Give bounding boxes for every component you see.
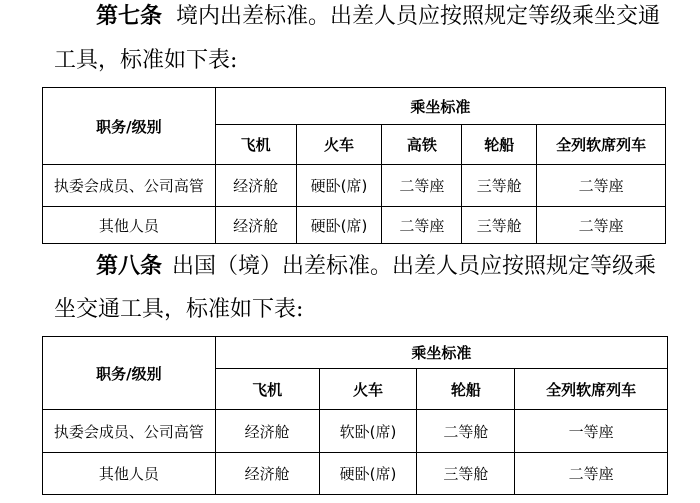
table2-col-softseat-train: 全列软席列车 <box>515 369 668 410</box>
table-cell: 硬卧(席) <box>319 453 417 495</box>
table-row <box>43 410 668 453</box>
table-cell: 经济舱 <box>215 410 319 453</box>
table-cell: 一等座 <box>515 410 668 453</box>
table1-group-header: 乘坐标准 <box>215 88 665 125</box>
table-cell: 软卧(席) <box>319 410 417 453</box>
table-cell: 三等舱 <box>462 165 537 207</box>
table2-row1-rank: 执委会成员、公司高管 <box>43 410 216 453</box>
table-row <box>43 207 666 244</box>
table1-rank-header: 职务/级别 <box>43 88 216 165</box>
domestic-travel-table <box>42 87 666 244</box>
table2-col-plane: 飞机 <box>215 369 319 410</box>
article-8-text-1: 出国（境）出差标准。出差人员应按照规定等级乘 <box>172 254 657 279</box>
table1-row2-rank: 其他人员 <box>43 207 216 244</box>
table1-col-train: 火车 <box>296 125 382 165</box>
table-cell: 二等座 <box>382 207 462 244</box>
table2-row2-rank: 其他人员 <box>43 453 216 495</box>
table2-col-train: 火车 <box>319 369 417 410</box>
article-7-heading: 第七条 <box>96 4 163 29</box>
table-cell: 二等座 <box>515 453 668 495</box>
table-cell: 二等座 <box>382 165 462 207</box>
table1-col-plane: 飞机 <box>215 125 296 165</box>
table-cell: 硬卧(席) <box>296 165 382 207</box>
table-cell: 二等座 <box>537 165 666 207</box>
table-cell: 经济舱 <box>215 207 296 244</box>
article-7-text-1: 境内出差标准。出差人员应按照规定等级乘坐交通 <box>176 4 661 29</box>
table-row <box>43 453 668 495</box>
table-cell: 经济舱 <box>215 453 319 495</box>
table2-group-header: 乘坐标准 <box>215 337 667 369</box>
table-row <box>43 165 666 207</box>
table1-row1-rank: 执委会成员、公司高管 <box>43 165 216 207</box>
article-7-line-1 <box>96 6 660 28</box>
table-cell: 二等舱 <box>417 410 515 453</box>
table-cell: 二等座 <box>537 207 666 244</box>
article-8-line-2: 坐交通工具，标准如下表: <box>54 297 304 322</box>
table-cell: 三等舱 <box>462 207 537 244</box>
table-cell: 硬卧(席) <box>296 207 382 244</box>
table-cell: 三等舱 <box>417 453 515 495</box>
article-8-heading: 第八条 <box>96 254 163 279</box>
table1-col-softseat-train: 全列软席列车 <box>537 125 666 165</box>
table2-col-ship: 轮船 <box>417 369 515 410</box>
table-cell: 经济舱 <box>215 165 296 207</box>
overseas-travel-table <box>42 336 668 495</box>
table1-col-ship: 轮船 <box>462 125 537 165</box>
table2-rank-header: 职务/级别 <box>43 337 216 410</box>
article-8-line-1 <box>96 256 656 278</box>
table1-col-highspeed: 高铁 <box>382 125 462 165</box>
article-7-line-2: 工具，标准如下表: <box>54 48 238 73</box>
